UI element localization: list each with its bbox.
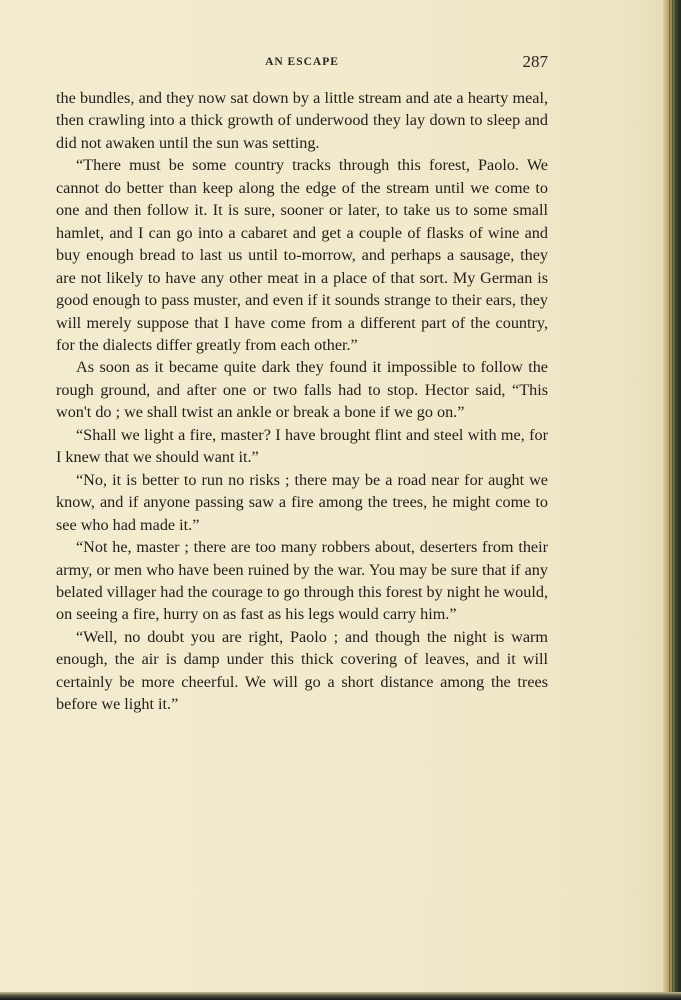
page-number: 287 [522, 52, 548, 71]
book-bottom-edge [0, 992, 681, 1000]
paragraph-continuation: the bundles, and they now sat down by a little stream and ate a hearty meal, then crawling into a thick growth of underwood they lay down to sleep and did not awaken until the sun was setting. [56, 89, 548, 152]
paragraph: “Well, no doubt you are right, Paolo ; and though the night is warm enough, the air is damp under this thick covering of leaves, and it will certainly be more cheerful. We will go a short distance among the trees before we light it.” [56, 627, 548, 714]
book-fore-edge [663, 0, 681, 1000]
paragraph: “Not he, master ; there are too many robbers about, deserters from their army, or men who have been ruined by the war. You may be sure that if any belated villager had the courage to go through this forest by night he would, on seeing a fire, hurry on as fast as his legs would carry him.” [56, 538, 548, 624]
paragraph: “Shall we light a fire, master? I have brought flint and steel with me, for I knew that we should want it.” [56, 425, 548, 467]
paragraph: “There must be some country tracks through this forest, Paolo. We cannot do better than keep along the edge of the stream until we come to one and then follow it. It is sure, sooner or later, to take us to some small hamlet, and I can go into a cabaret and get a couple of flasks of wine and buy enough bread to last us until to-morrow, and perhaps a sausage, they are not likely to have any other meat in a place of that sort. My German is good enough to pass muster, and even if it sounds strange to their ears, they will merely suppose that I have come from a different part of the country, for the dialects differ greatly from each other.” [56, 156, 548, 354]
paragraph: As soon as it became quite dark they found it impossible to follow the rough ground, and after one or two falls had to stop. Hector said, “This won't do ; we shall twist an ankle or break a bone if we go on.” [56, 358, 548, 422]
page-header [56, 52, 548, 76]
body-text [56, 87, 548, 716]
paragraph: “No, it is better to run no risks ; there may be a road near for aught we know, and if anyone passing saw a fire among the trees, he might come to see who had made it.” [56, 470, 548, 534]
running-head: AN ESCAPE [265, 56, 339, 68]
